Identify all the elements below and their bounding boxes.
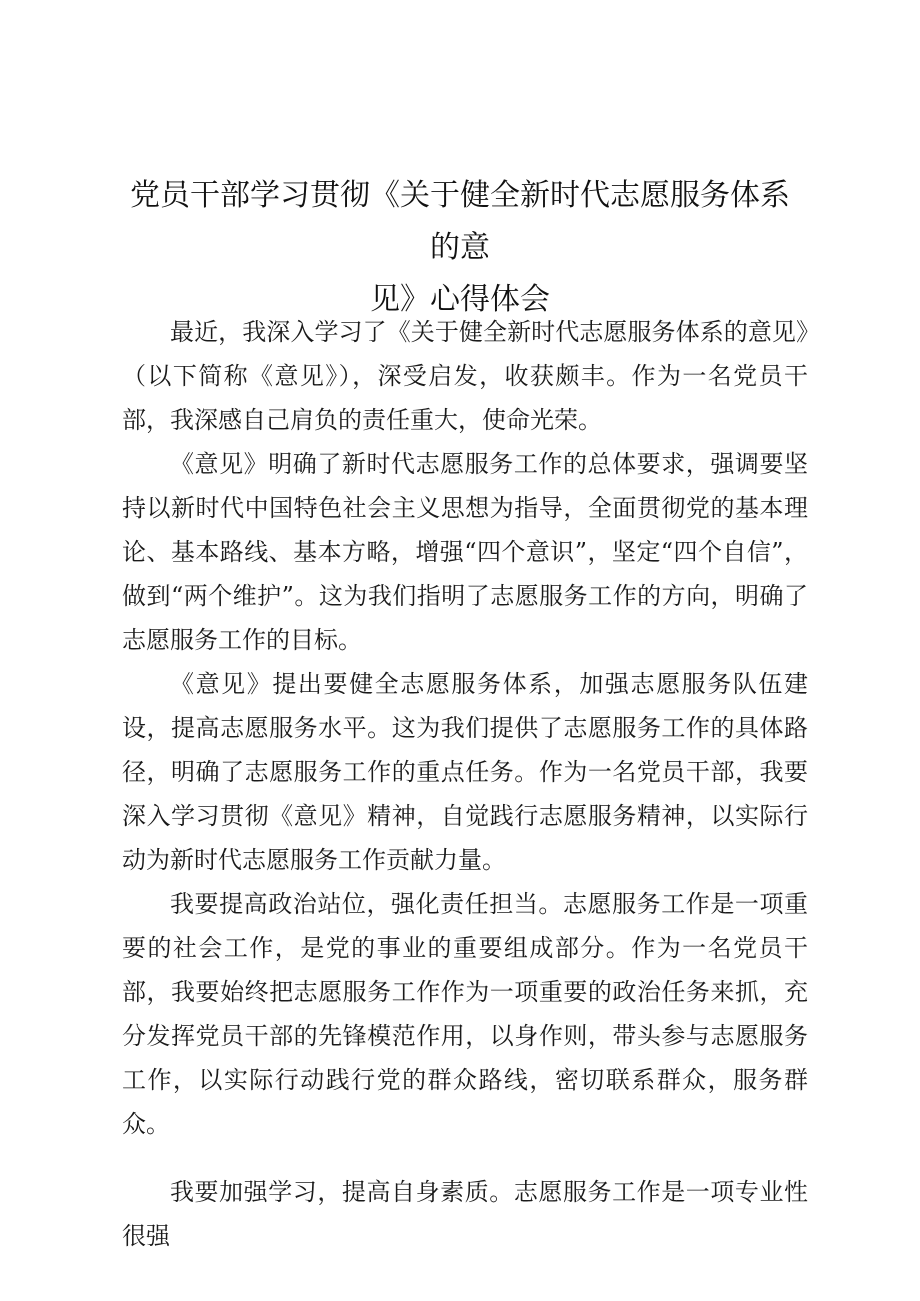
document-title	[120, 170, 800, 326]
paragraph-3: 《意见》提出要健全志愿服务体系，加强志愿服务队伍建设，提高志愿服务水平。这为我们提供了志愿服务工作的具体路径，明确了志愿服务工作的重点任务。作为一名党员干部，我要深入学习贯彻《意见》精神，自觉践行志愿服务精神，以实际行动为新时代志愿服务工作贡献力量。	[122, 670, 808, 874]
document-body	[122, 310, 808, 1258]
paragraph-4: 我要提高政治站位，强化责任担当。志愿服务工作是一项重要的社会工作，是党的事业的重要组成部分。作为一名党员干部，我要始终把志愿服务工作作为一项重要的政治任务来抓，充分发挥党员干部的先锋模范作用，以身作则，带头参与志愿服务工作，以实际行动践行党的群众路线，密切联系群众，服务群众。	[122, 890, 808, 1138]
title-line-2: 见》心得体会	[370, 282, 550, 317]
title-line-1: 党员干部学习贯彻《关于健全新时代志愿服务体系的意	[130, 178, 790, 265]
paragraph-1: 最近，我深入学习了《关于健全新时代志愿服务体系的意见》（以下简称《意见》），深受启发，收获颇丰。作为一名党员干部，我深感自己肩负的责任重大，使命光荣。	[122, 318, 808, 434]
paragraph-5: 我要加强学习，提高自身素质。志愿服务工作是一项专业性很强	[122, 1178, 808, 1250]
paragraph-2: 《意见》明确了新时代志愿服务工作的总体要求，强调要坚持以新时代中国特色社会主义思想为指导，全面贯彻党的基本理论、基本路线、基本方略，增强“四个意识”，坚定“四个自信”，做到“两个维护”。这为我们指明了志愿服务工作的方向，明确了志愿服务工作的目标。	[122, 450, 808, 654]
